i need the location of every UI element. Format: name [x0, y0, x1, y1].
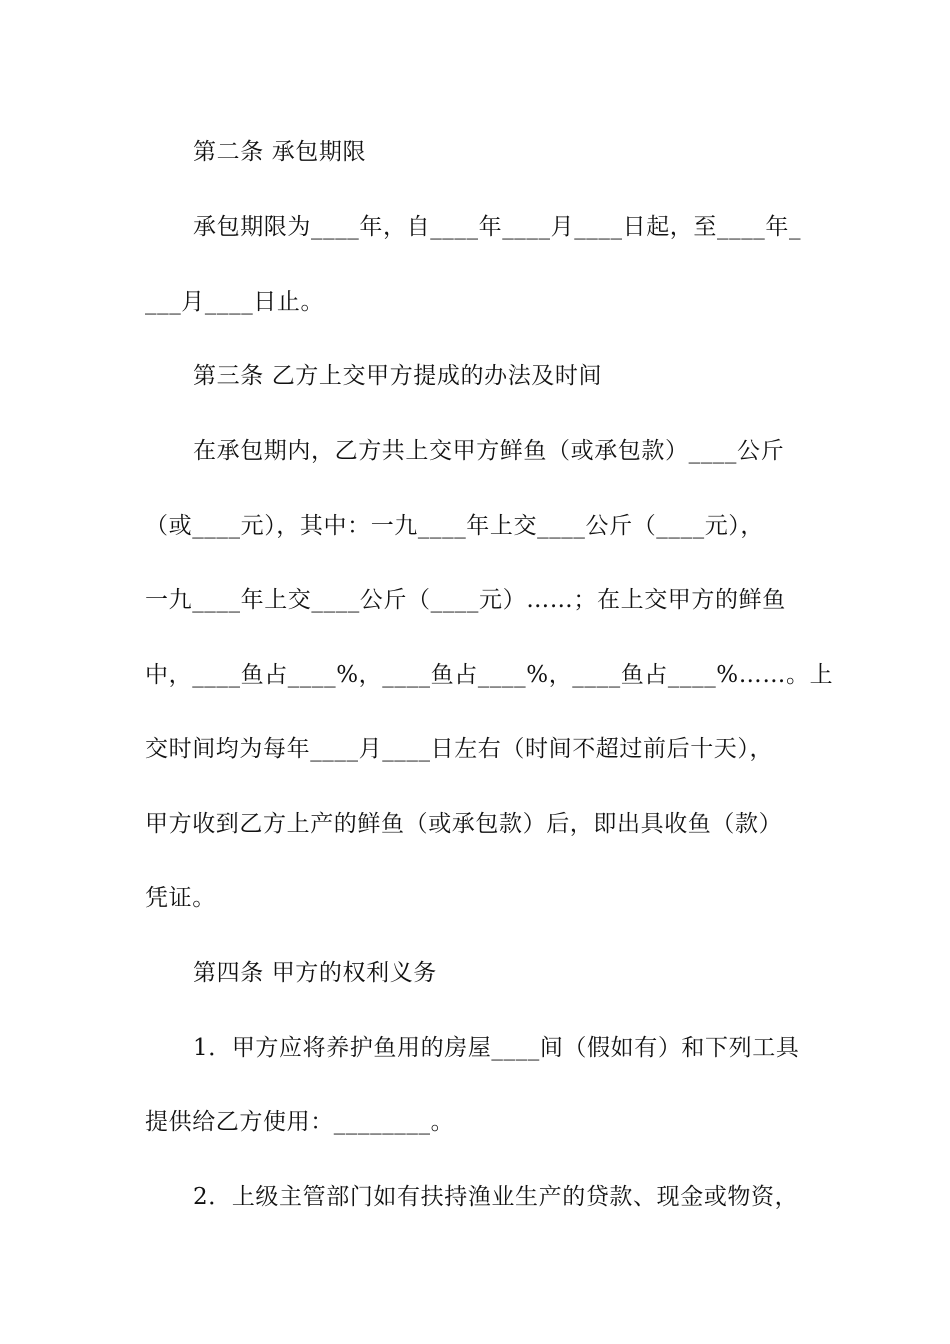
article-3-text-line-2: （或____元），其中：一九____年上交____公斤（____元）， [145, 513, 764, 539]
article-3-text-line-3: 一九____年上交____公斤（____元）……；在上交甲方的鲜鱼 [145, 587, 786, 613]
article-4-heading: 第四条 甲方的权利义务 [193, 960, 437, 986]
article-3-text-line-5: 交时间均为每年____月____日左右（时间不超过前后十天）， [145, 736, 774, 762]
article-3-text-line-6: 甲方收到乙方上产的鲜鱼（或承包款）后，即出具收鱼（款） [145, 811, 783, 837]
article-3-text-line-4: 中，____鱼占____%，____鱼占____%，____鱼占____%……。上 [145, 662, 834, 688]
article-2-heading: 第二条 承包期限 [193, 139, 367, 165]
article-3-text-line-7: 凭证。 [145, 885, 216, 911]
article-3-heading: 第三条 乙方上交甲方提成的办法及时间 [193, 363, 603, 389]
article-4-item-1-line-1: 1．甲方应将养护鱼用的房屋____间（假如有）和下列工具 [193, 1035, 800, 1061]
article-3-text-line-1: 在承包期内，乙方共上交甲方鲜鱼（或承包款）____公斤 [193, 438, 785, 464]
article-2-text-line-2: ___月____日止。 [145, 289, 325, 315]
article-4-item-2-line-1: 2．上级主管部门如有扶持渔业生产的贷款、现金或物资， [193, 1184, 799, 1210]
article-2-text-line-1: 承包期限为____年，自____年____月____日起，至____年_ [193, 214, 802, 240]
article-4-item-1-line-2: 提供给乙方使用：________。 [145, 1109, 455, 1135]
